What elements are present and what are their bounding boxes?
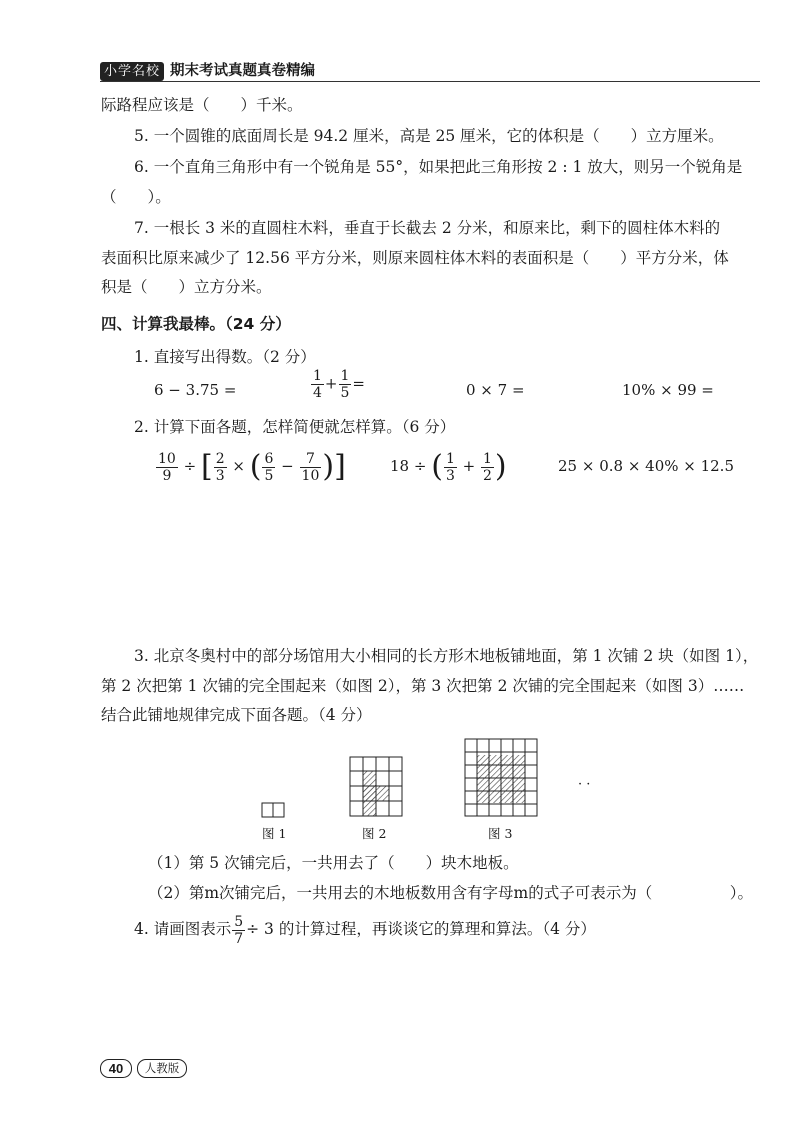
question-6-line1: 6. 一个直角三角形中有一个锐角是 55°，如果把此三角形按 2 : 1 放大，则另一个锐角是: [134, 158, 743, 176]
figure-1-caption: 图 1: [262, 826, 287, 841]
question-4-3-line2: 第 2 次把第 1 次铺的完全围起来（如图 2），第 3 次把第 2 次铺的完全围起来（如图 3）……: [101, 677, 745, 695]
expr-1b: $\frac{1}{4}$ + $\frac{1}{5}$ =: [313, 368, 365, 401]
figure-3-caption: 图 3: [488, 826, 513, 841]
page-number: 40: [100, 1059, 132, 1078]
question-7-line3: 积是（ ）立方分米。: [101, 278, 272, 296]
header-title: 期末考试真题真卷精编: [170, 62, 315, 79]
question-4-3-sub2: （2）第m次铺完后，一共用去的木地板数用含有字母m的式子可表示为（ ）。: [148, 884, 754, 902]
expr-1c: 0 × 7 =: [466, 381, 525, 399]
figure-2: [350, 757, 402, 816]
expr-1d: 10% × 99 =: [622, 381, 714, 399]
expr-2b: 18 ÷ ( $\frac{1}{3}$ + $\frac{1}{2}$ ): [390, 449, 507, 484]
expr-2c: 25 × 0.8 × 40% × 12.5: [558, 457, 734, 475]
question-4-4: 4. 请画图表示 $\frac{5}{7}$ ÷ 3 的计算过程，再谈谈它的算理和算法。（4 分）: [134, 913, 596, 947]
expr-2a: $\frac{10}{9}$ ÷ [ $\frac{2}{3}$ × ( $\frac{6}{5}$ − $\frac{7}{10}$ )]: [158, 449, 346, 484]
tiling-figures: [250, 735, 620, 835]
figure-1: [262, 803, 284, 817]
section-4-title: 四、计算我最棒。（24 分）: [101, 315, 291, 333]
figure-3: [465, 739, 537, 816]
figure-2-caption: 图 2: [362, 826, 387, 841]
question-4-2: 2. 计算下面各题，怎样简便就怎样算。（6 分）: [134, 418, 456, 436]
question-4-3-sub1: （1）第 5 次铺完后，一共用去了（ ）块木地板。: [148, 854, 519, 872]
continued-line: 际路程应该是（ ）千米。: [101, 96, 303, 114]
header-rule: [100, 81, 760, 82]
question-5: 5. 一个圆锥的底面周长是 94.2 厘米，高是 25 厘米，它的体积是（ ）立方厘米。: [134, 127, 724, 145]
header-badge: 小学名校: [100, 62, 164, 81]
question-4-3-line1: 3. 北京冬奥村中的部分场馆用大小相同的长方形木地板铺地面，第 1 次铺 2 块（如图 1），: [134, 647, 759, 665]
question-4-3-line3: 结合此铺地规律完成下面各题。（4 分）: [101, 706, 372, 724]
question-7-line1: 7. 一根长 3 米的直圆柱木料，垂直于长截去 2 分米，和原来比，剩下的圆柱体木料的: [134, 219, 721, 237]
question-4-1: 1. 直接写出得数。（2 分）: [134, 348, 316, 366]
expr-1a: 6 − 3.75 =: [154, 381, 237, 399]
continuation-dots: · ·: [578, 777, 591, 792]
edition-badge: 人教版: [137, 1059, 187, 1078]
question-7-line2: 表面积比原来减少了 12.56 平方分米，则原来圆柱体木料的表面积是（ ）平方分米，体: [101, 249, 729, 267]
question-6-line2: （ ）。: [101, 188, 171, 206]
